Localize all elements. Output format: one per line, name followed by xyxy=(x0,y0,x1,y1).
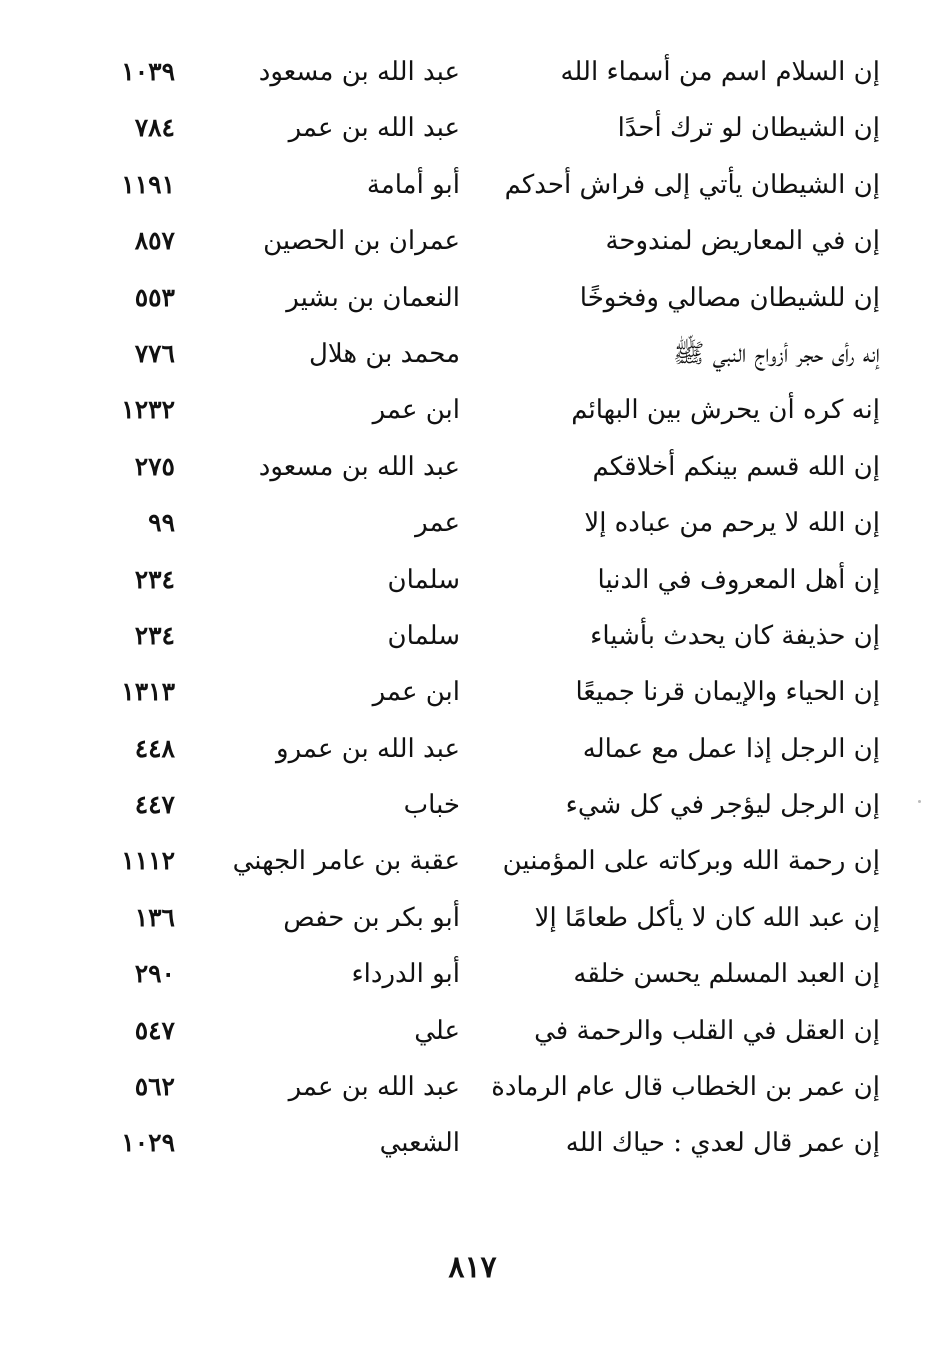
narrator-name: النعمان بن بشير xyxy=(286,282,460,313)
hadith-incipit: إن الرجل ليؤجر في كل شيء xyxy=(565,790,880,821)
index-row xyxy=(90,946,880,1002)
hadith-number: ٤٤٧ xyxy=(134,790,175,820)
index-row xyxy=(90,664,880,720)
hadith-incipit: إن للشيطان مصالي وفخوخًا xyxy=(579,282,880,313)
index-row xyxy=(90,157,880,213)
narrator-name: علي xyxy=(414,1015,460,1046)
hadith-number: ٤٤٨ xyxy=(134,733,175,763)
hadith-number: ١٣٦ xyxy=(134,902,175,932)
index-row xyxy=(90,213,880,269)
hadith-incipit: إن العقل في القلب والرحمة في xyxy=(534,1015,880,1046)
hadith-number: ١١٩١ xyxy=(121,169,175,199)
hadith-incipit: إن الشيطان يأتي إلى فراش أحدكم xyxy=(504,169,880,200)
index-row xyxy=(90,1115,880,1171)
narrator-name: أبو الدرداء xyxy=(351,959,460,990)
narrator-name: محمد بن هلال xyxy=(308,338,460,369)
hadith-index-table xyxy=(90,44,880,1172)
index-row xyxy=(90,721,880,777)
index-row xyxy=(90,326,880,382)
hadith-incipit: إنه كره أن يحرش بين البهائم xyxy=(571,395,880,426)
index-row xyxy=(90,777,880,833)
narrator-name: أبو أمامة xyxy=(366,169,460,200)
hadith-number: ٢٩٠ xyxy=(134,959,175,989)
hadith-number: ١٠٢٩ xyxy=(121,1128,175,1158)
narrator-name: عمران بن الحصين xyxy=(263,226,460,257)
hadith-incipit: إن الرجل إذا عمل مع عماله xyxy=(582,733,880,764)
narrator-name: خباب xyxy=(403,790,460,821)
index-row xyxy=(90,495,880,551)
index-row xyxy=(90,270,880,326)
narrator-name: سلمان xyxy=(387,564,460,595)
hadith-number: ٨٥٧ xyxy=(134,226,175,256)
hadith-incipit: إن عمر بن الخطاب قال عام الرمادة xyxy=(491,1072,880,1103)
index-row xyxy=(90,44,880,100)
hadith-number: ٥٤٧ xyxy=(134,1015,175,1045)
index-row xyxy=(90,1059,880,1115)
narrator-name: ابن عمر xyxy=(372,677,460,708)
hadith-number: ٢٣٤ xyxy=(134,620,175,650)
hadith-number: ١٢٣٢ xyxy=(121,395,175,425)
index-row xyxy=(90,552,880,608)
narrator-name: عبد الله بن عمرو xyxy=(276,733,460,764)
narrator-name: سلمان xyxy=(387,620,460,651)
index-row xyxy=(90,833,880,889)
hadith-incipit: إن عبد الله كان لا يأكل طعامًا إلا xyxy=(534,902,880,933)
hadith-incipit: إن السلام اسم من أسماء الله xyxy=(560,57,880,87)
index-row xyxy=(90,890,880,946)
hadith-number: ٢٣٤ xyxy=(134,564,175,594)
hadith-incipit: إن الحياء والإيمان قرنا جميعًا xyxy=(575,677,880,708)
scan-speck xyxy=(918,800,921,803)
hadith-incipit: إن عمر قال لعدي : حياك الله xyxy=(565,1128,880,1159)
hadith-incipit: إن في المعاريض لمندوحة xyxy=(605,226,880,257)
page-number: ٨١٧ xyxy=(448,1250,497,1285)
hadith-incipit: إن الشيطان لو ترك أحدًا xyxy=(617,113,880,144)
narrator-name: ابن عمر xyxy=(372,395,460,426)
hadith-incipit: إن الله لا يرحم من عباده إلا xyxy=(584,508,880,539)
hadith-number: ١٠٣٩ xyxy=(121,57,175,86)
hadith-incipit: إنه رأى حجر أزواج النبي ﷺ xyxy=(673,338,880,369)
hadith-number: ٧٧٦ xyxy=(134,338,175,368)
index-row xyxy=(90,1003,880,1059)
narrator-name: عبد الله بن عمر xyxy=(288,113,460,144)
index-row xyxy=(90,100,880,156)
hadith-number: ٢٧٥ xyxy=(134,451,175,481)
hadith-number: ١٣١٣ xyxy=(121,677,175,707)
hadith-incipit: إن حذيفة كان يحدث بأشياء xyxy=(590,620,880,651)
narrator-name: عبد الله بن مسعود xyxy=(258,451,460,482)
index-row xyxy=(90,608,880,664)
hadith-incipit: إن أهل المعروف في الدنيا xyxy=(597,564,880,595)
narrator-name: عبد الله بن مسعود xyxy=(258,57,460,87)
hadith-incipit: إن رحمة الله وبركاته على المؤمنين xyxy=(502,846,880,877)
hadith-number: ١١١٢ xyxy=(121,846,175,876)
hadith-incipit: إن الله قسم بينكم أخلاقكم xyxy=(592,451,880,482)
narrator-name: أبو بكر بن حفص xyxy=(283,902,460,933)
hadith-number: ٥٦٢ xyxy=(134,1072,175,1102)
hadith-incipit: إن العبد المسلم يحسن خلقه xyxy=(573,959,880,990)
index-row xyxy=(90,382,880,438)
narrator-name: عبد الله بن عمر xyxy=(288,1072,460,1103)
hadith-number: ٧٨٤ xyxy=(134,113,175,143)
narrator-name: عمر xyxy=(415,508,460,539)
narrator-name: عقبة بن عامر الجهني xyxy=(232,846,460,877)
hadith-number: ٥٥٣ xyxy=(134,282,175,312)
narrator-name: الشعبي xyxy=(379,1128,460,1159)
hadith-number: ٩٩ xyxy=(148,508,175,538)
index-row xyxy=(90,439,880,495)
